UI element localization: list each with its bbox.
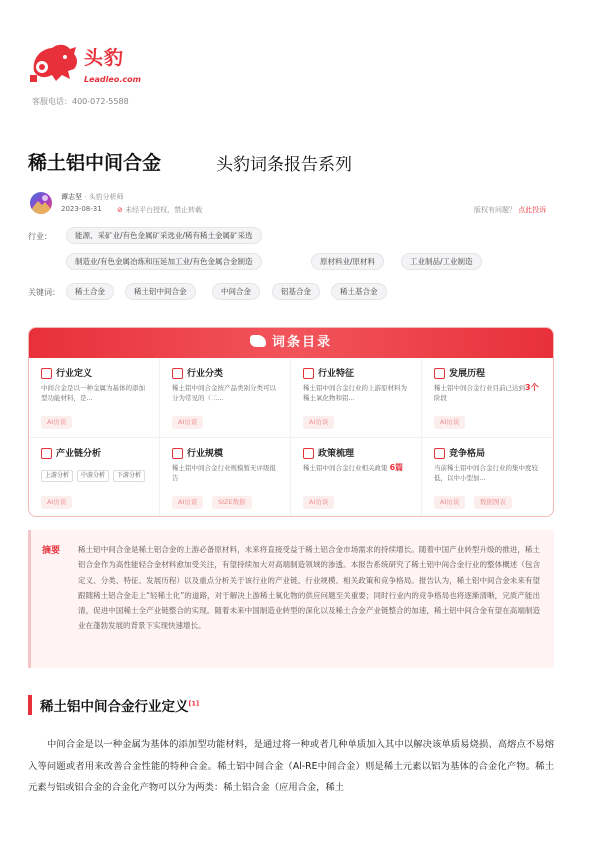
complaint-link[interactable]: 点此投诉	[518, 206, 547, 214]
publish-date: 2023-08-31	[61, 205, 102, 213]
copyright-complaint	[474, 205, 546, 215]
midstream-tag[interactable]: 中游分析	[77, 470, 109, 482]
downstream-tag[interactable]: 下游分析	[113, 470, 145, 482]
ai-interview-chip[interactable]: AI访谈	[434, 416, 465, 429]
industry-tag[interactable]: 工业制品/工业制造	[401, 253, 482, 270]
industry-tag[interactable]: 原材料业/原材料	[311, 253, 384, 270]
toc-item-name: 发展历程	[449, 369, 486, 379]
toc-item-name: 行业特征	[318, 369, 355, 379]
section-title: 稀土铝中间合金行业定义[1]	[40, 699, 199, 715]
toc-item-desc: 稀土铝中间合金行业相关政策 6篇	[303, 463, 404, 472]
ban-icon: ⊘	[117, 206, 123, 214]
scale-icon	[172, 448, 183, 459]
leopard-logo-icon	[28, 41, 80, 87]
classification-icon	[172, 368, 183, 379]
toc-item-desc: 中间合金是以一种金属为基体的添加型功能材料，是...	[41, 384, 145, 402]
author-name[interactable]: 谭志坚	[61, 193, 82, 201]
toc-item-name: 行业规模	[187, 449, 224, 459]
toc-card	[28, 327, 554, 517]
keyword-tag[interactable]: 稀土基合金	[331, 283, 387, 300]
upstream-tag[interactable]: 上游分析	[41, 470, 73, 482]
definition-icon	[41, 368, 52, 379]
reference-link[interactable]: [1]	[188, 699, 199, 708]
policy-icon	[303, 448, 314, 459]
keyword-tag[interactable]: 稀土铝中间合金	[125, 283, 196, 300]
keyword-tag[interactable]: 中间合金	[212, 283, 260, 300]
industry-tag[interactable]: 制造业/有色金属冶炼和压延加工业/有色金属合金制造	[66, 253, 262, 270]
toc-item-desc: 当前稀土铝中间合金行业的集中度较低，以中小型加...	[434, 464, 538, 482]
ai-interview-chip[interactable]: AI访谈	[303, 416, 334, 429]
features-icon	[303, 368, 314, 379]
toc-item-name: 行业定义	[56, 369, 93, 379]
toc-item-desc: 稀土铝中间合金按产品类别分类可以分为常见的（二...	[172, 384, 276, 402]
summary-box	[28, 530, 554, 668]
industry-label: 行业：	[28, 232, 52, 241]
author-role: 头豹分析师	[88, 193, 124, 201]
ai-interview-chip[interactable]: AI访谈	[41, 416, 72, 429]
competition-icon	[434, 448, 445, 459]
toc-item-desc: 稀土铝中间合金行业规模暂无评级报告	[172, 464, 276, 482]
toc-item-value-chain[interactable]	[29, 438, 160, 517]
value-chain-icon	[41, 448, 52, 459]
brand-name: 头豹	[84, 47, 125, 69]
size-data-chip[interactable]: SIZE数据	[212, 496, 252, 509]
ai-interview-chip[interactable]: AI访谈	[172, 416, 203, 429]
report-series: 头豹词条报告系列	[216, 155, 352, 175]
ai-interview-chip[interactable]: AI访谈	[303, 496, 334, 509]
toc-item-definition[interactable]	[29, 358, 160, 438]
reprint-notice	[117, 205, 202, 215]
section-marker	[28, 695, 32, 715]
toc-item-scale[interactable]	[160, 438, 291, 517]
toc-item-name: 竞争格局	[449, 449, 486, 459]
toc-item-policy[interactable]	[291, 438, 422, 517]
brand-logo	[28, 41, 148, 91]
summary-label: 摘要	[42, 546, 61, 556]
ai-interview-chip[interactable]: AI访谈	[434, 496, 465, 509]
keyword-tag[interactable]: 稀土合金	[66, 283, 114, 300]
toc-item-competition[interactable]	[422, 438, 554, 517]
section-body: 中间合金是以一种金属为基体的添加型功能材料，是通过将一种或者几种单质加入其中以解决该单质易烧损、高熔点不易熔入等问题或者用来改善合金性能的特种合金。稀土铝中间合金（Al-RE中间合金）则是稀土元素以铝为基体的合金化产物。稀土元素与铝或铝合金的合金化产物可以分为两类：稀土铝合金（应用合金，稀土	[28, 739, 554, 793]
leopard-icon	[250, 335, 266, 347]
toc-item-name: 行业分类	[187, 369, 224, 379]
keywords-label: 关键词：	[28, 288, 60, 297]
toc-title: 词条目录	[29, 328, 553, 358]
hotline-text: 客服电话：400-072-5588	[32, 97, 129, 106]
toc-item-history[interactable]	[422, 358, 554, 438]
author-line: 谭志坚 · 头豹分析师	[61, 193, 124, 201]
summary-text: 稀土铝中间合金是稀土铝合金的上游必备原材料，未来将直接受益于稀土铝合金市场需求的持续增长。随着中国产业转型升级的推进，稀土铝合金作为高性能轻合金材料愈加受关注，有望持续加大对高端制造领域的渗透。本报告系统研究了稀土铝中间合金行业的整体概述（包含定义、分类、特征、发展历程）以及重点分析关于该行业的产业链、行业规模、相关政策和竞争格局。报告认为，稀土铝中间合金未来有望跟随稀土铝合金走上“轻稀土化”的道路，对于解决上游稀土氧化物的供应问题至关重要；同时行业内的竞争格局也将逐渐清晰，完质产能出清，促进中国稀土全产业链整合的实现。随着未来中国制造业转型的深化以及稀土合金产业链整合的加速，稀土铝中间合金有望在高端制造业在蓬勃发展的背景下实现快速增长。	[78, 545, 540, 631]
toc-item-classification[interactable]	[160, 358, 291, 438]
brand-domain: Leadleo.com	[84, 75, 141, 84]
toc-item-features[interactable]	[291, 358, 422, 438]
history-icon	[434, 368, 445, 379]
toc-item-name: 政策梳理	[318, 449, 355, 459]
report-title: 稀土铝中间合金	[28, 152, 162, 174]
copyright-question: 版权有问题？	[474, 206, 516, 214]
toc-item-name: 产业链分析	[56, 449, 102, 459]
keyword-tag[interactable]: 铝基合金	[272, 283, 320, 300]
toc-item-desc: 稀土铝中间合金行业目前已达到3个阶段	[434, 383, 539, 402]
author-avatar	[30, 192, 52, 214]
reprint-notice-text: 未经平台授权，禁止转载	[125, 206, 203, 214]
ai-interview-chip[interactable]: AI访谈	[172, 496, 203, 509]
ai-interview-chip[interactable]: AI访谈	[41, 496, 72, 509]
toc-item-desc: 稀土铝中间合金行业的上游原材料为稀土氧化物和铝...	[303, 384, 407, 402]
data-chart-chip[interactable]: 数据图表	[474, 496, 512, 509]
industry-tag[interactable]: 能源、采矿业/有色金属矿采选业/稀有稀土金属矿采选	[66, 227, 262, 244]
